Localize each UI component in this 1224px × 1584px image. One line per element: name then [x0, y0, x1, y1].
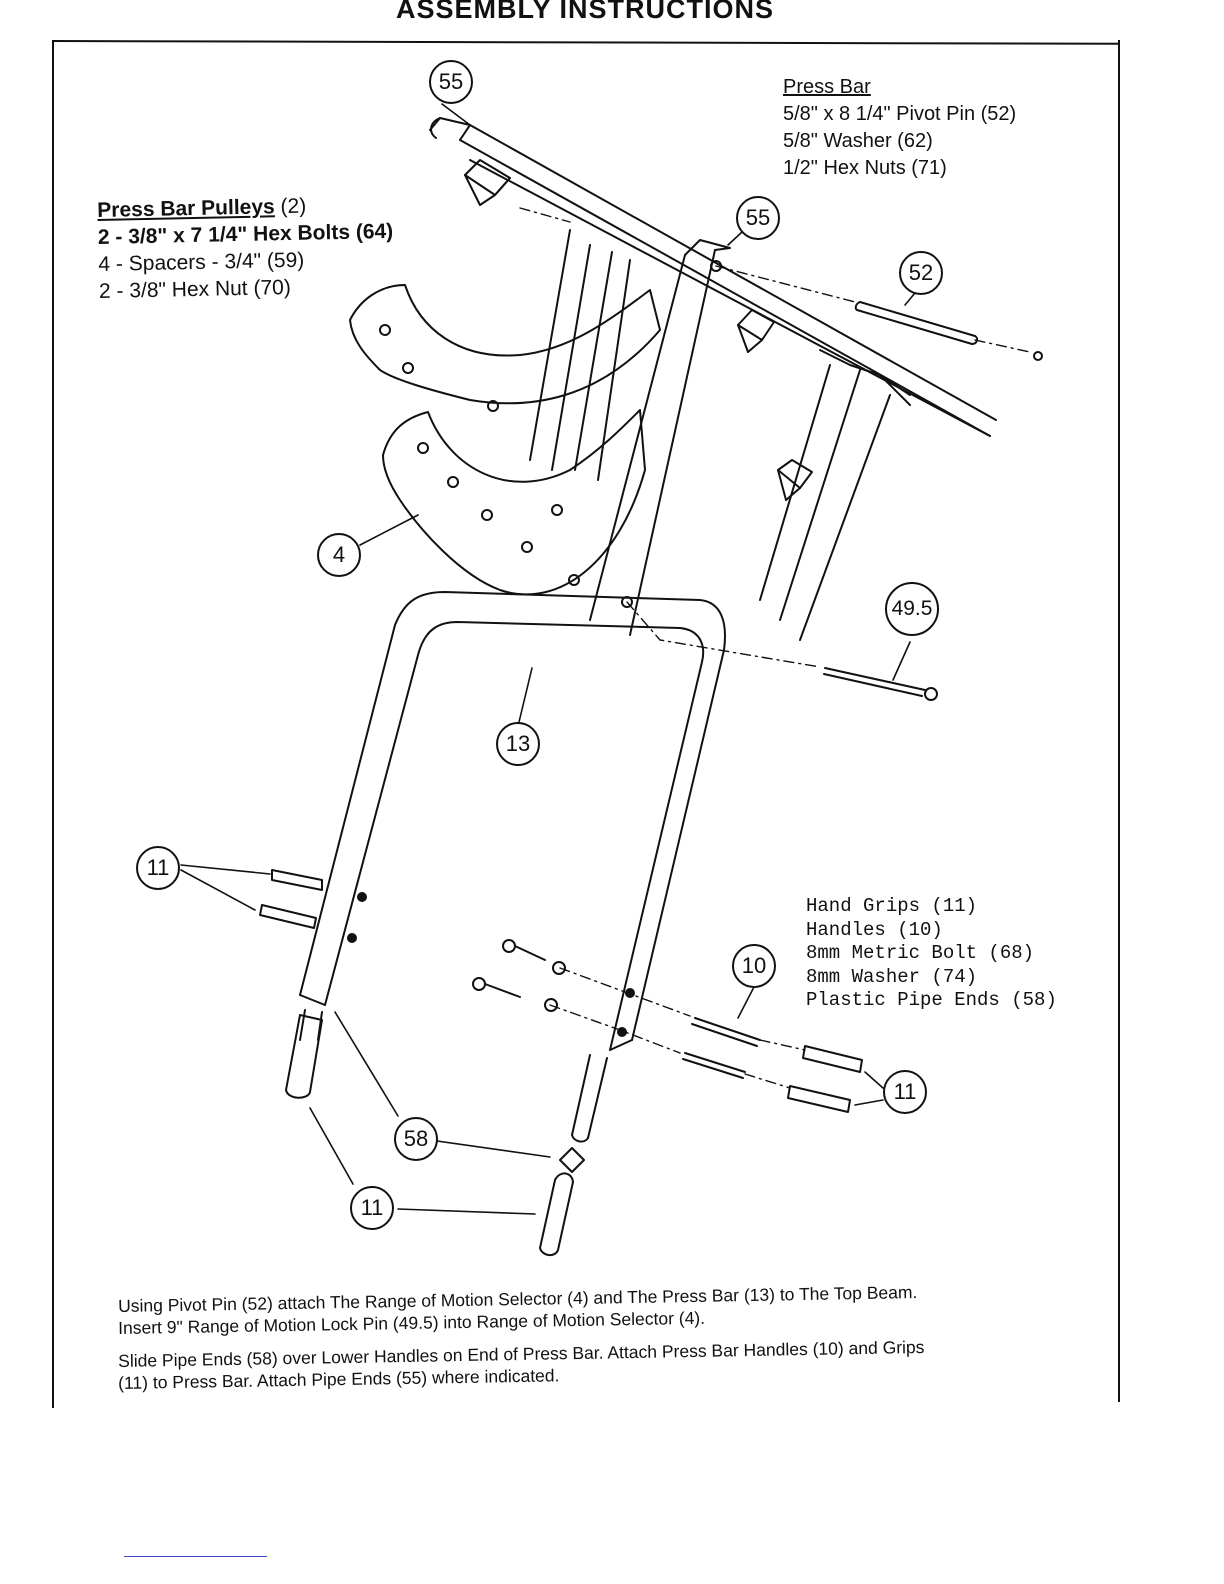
press-bar-title: Press Bar	[783, 76, 871, 98]
pivot-pin-52	[856, 302, 1042, 360]
callout-49-5: 49.5	[885, 582, 939, 636]
range-of-motion-selector-lower	[383, 410, 645, 594]
instruction-line-4: (11) to Press Bar. Attach Pipe Ends (55) where indicated.	[118, 1365, 560, 1393]
rear-frame	[530, 230, 910, 640]
instruction-line-1: Using Pivot Pin (52) attach The Range of Motion Selector (4) and The Press Bar (13) to The Top Beam.	[118, 1282, 918, 1316]
lower-pipe-right	[572, 1055, 607, 1142]
callout-11-bottom: 11	[350, 1186, 394, 1230]
grip-left-upper-2	[260, 905, 316, 928]
callout-58: 58	[394, 1117, 438, 1161]
callout-11-left: 11	[136, 846, 180, 890]
beam-bracket-1	[465, 160, 510, 205]
pipe-end-58	[560, 1148, 584, 1172]
callout-4: 4	[317, 533, 361, 577]
callout-52: 52	[899, 251, 943, 295]
grip-right-lower	[540, 1173, 573, 1255]
pulleys-item-hex-nut: 2 - 3/8" Hex Nut (70)	[98, 275, 292, 303]
pulleys-title: Press Bar Pulleys	[97, 195, 275, 222]
handles-parts-list	[806, 895, 1057, 1013]
grip-left-upper-1	[272, 870, 322, 890]
callout-55-top: 55	[429, 60, 473, 104]
pulleys-parts-list	[97, 191, 395, 305]
grip-right-1	[803, 1046, 862, 1072]
instruction-line-2: Insert 9" Range of Motion Lock Pin (49.5) into Range of Motion Selector (4).	[118, 1307, 706, 1338]
handles-item-metric-bolt: 8mm Metric Bolt (68)	[806, 942, 1035, 964]
callout-10: 10	[732, 944, 776, 988]
pulleys-item-hex-bolts: 2 - 3/8" x 7 1/4" Hex Bolts (64)	[97, 219, 394, 249]
handles-item-hand-grips: Hand Grips (11)	[806, 895, 978, 917]
beam-bracket-2	[738, 310, 774, 352]
press-bar-parts-list	[783, 74, 1016, 182]
callout-13: 13	[496, 722, 540, 766]
handles-item-washer: 8mm Washer (74)	[806, 965, 978, 988]
handles-item-handles: Handles (10)	[806, 918, 943, 941]
pulleys-item-spacers: 4 - Spacers - 3/4" (59)	[98, 248, 305, 276]
press-bar-item-washer: 5/8" Washer (62)	[783, 130, 933, 152]
handle-rods	[683, 1018, 760, 1078]
footer-rule	[124, 1556, 267, 1557]
press-bar-item-hex-nuts: 1/2" Hex Nuts (71)	[783, 157, 947, 179]
instruction-line-3: Slide Pipe Ends (58) over Lower Handles on End of Press Bar. Attach Press Bar Handles (10) and Grips	[118, 1336, 925, 1371]
press-bar-frame	[300, 592, 725, 1050]
callout-55-arm: 55	[736, 196, 780, 240]
handles-item-pipe-ends: Plastic Pipe Ends (58)	[806, 989, 1057, 1011]
press-bar-item-pivot-pin: 5/8" x 8 1/4" Pivot Pin (52)	[783, 103, 1017, 125]
pulleys-title-suffix: (2)	[280, 194, 307, 219]
page-heading: ASSEMBLY INSTRUCTIONS	[396, 0, 775, 24]
grip-left-lower	[286, 1015, 322, 1098]
grip-right-2	[788, 1086, 850, 1112]
range-of-motion-selector-upper	[350, 285, 660, 411]
lock-pin-49-5	[824, 668, 937, 700]
callout-11-right: 11	[883, 1070, 927, 1114]
bolts	[473, 940, 565, 1011]
